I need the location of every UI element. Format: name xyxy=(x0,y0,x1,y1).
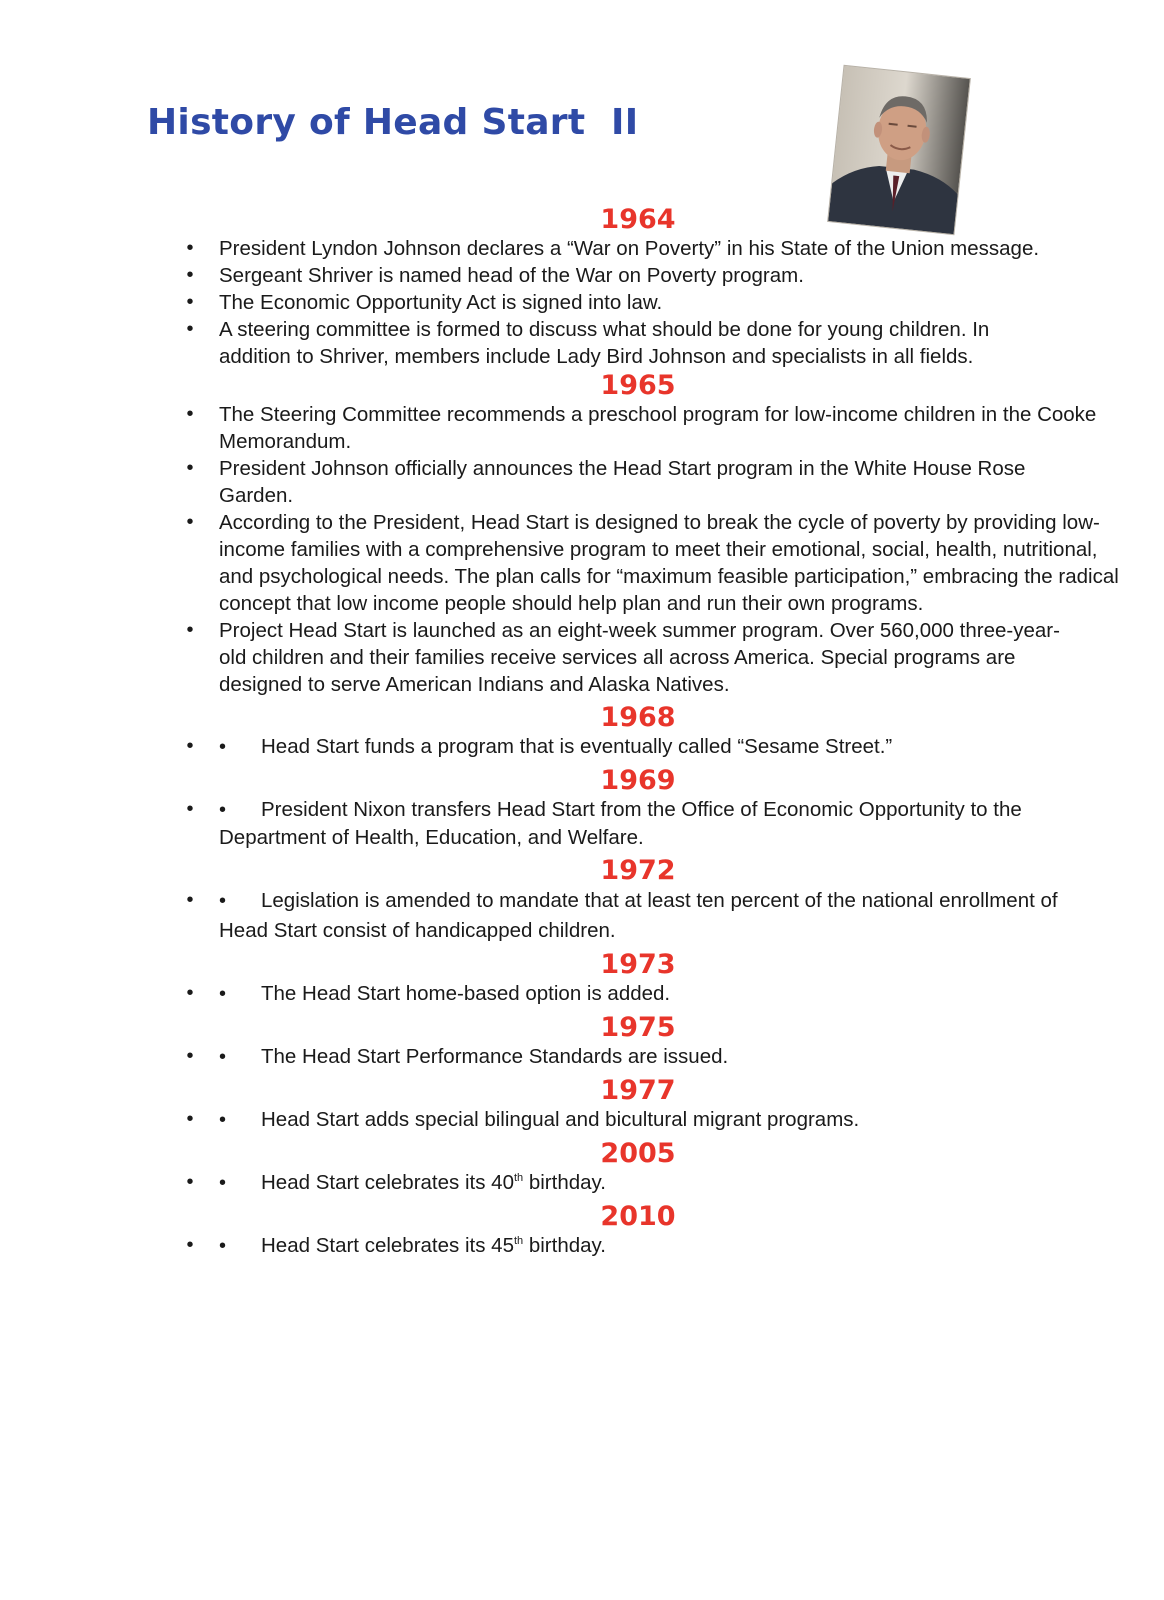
list-item: • The Steering Committee recommends a preschool program for low-income children in the Cooke Memorandum. xyxy=(219,401,1099,455)
year-heading: 2010 xyxy=(600,1201,676,1232)
bullet: • xyxy=(186,889,194,911)
year-heading: 1965 xyxy=(600,370,676,401)
page-title: History of Head Start II xyxy=(147,102,639,143)
list-item: • Project Head Start is launched as an eight-week summer program. Over 560,000 three-year-old children and their families receive services all across America. Special programs are designed to serve American Indians and Alaska Natives. xyxy=(219,617,1069,698)
list-item: • Sergeant Shriver is named head of the War on Poverty program. xyxy=(219,262,1139,289)
year-heading: 1973 xyxy=(600,949,676,980)
year-heading: 2005 xyxy=(600,1138,676,1169)
bullet: • xyxy=(186,1045,194,1067)
list-item: • President Johnson officially announces the Head Start program in the White House Rose Garden. xyxy=(219,455,1099,509)
list-item: • • Head Start celebrates its 45th birthday. xyxy=(219,1232,1139,1260)
list-item: • According to the President, Head Start is designed to break the cycle of poverty by providing low-income families with a comprehensive program to meet their emotional, social, health, nutritional, and psychological needs. The plan calls for “maximum feasible participation,” embracing the radical concept that low income people should help plan and run their own programs. xyxy=(219,509,1119,617)
bullet: • xyxy=(186,1234,194,1256)
year-heading: 1972 xyxy=(600,855,676,886)
bullet: • xyxy=(186,403,194,425)
list-item: • President Lyndon Johnson declares a “War on Poverty” in his State of the Union message. xyxy=(219,235,1139,262)
list-item: • • Head Start adds special bilingual and bicultural migrant programs. xyxy=(219,1106,1139,1134)
year-heading: 1964 xyxy=(600,204,676,235)
list-item: • • Head Start celebrates its 40th birthday. xyxy=(219,1169,1139,1197)
list-item: • A steering committee is formed to discuss what should be done for young children. In addition to Shriver, members include Lady Bird Johnson and specialists in all fields. xyxy=(219,316,1039,370)
bullet: • xyxy=(186,735,194,757)
bullet: • xyxy=(186,237,194,259)
year-heading: 1975 xyxy=(600,1012,676,1043)
bullet: • xyxy=(186,318,194,340)
bullet: • xyxy=(186,798,194,820)
year-heading: 1969 xyxy=(600,765,676,796)
bullet: • xyxy=(186,1171,194,1193)
list-item: • • The Head Start Performance Standards are issued. xyxy=(219,1043,1139,1071)
timeline xyxy=(0,204,1164,1260)
bullet: • xyxy=(186,619,194,641)
list-item: • • Legislation is amended to mandate that at least ten percent of the national enrollment of Head Start consist of handicapped children. xyxy=(219,886,1104,945)
bullet: • xyxy=(186,291,194,313)
list-item: • The Economic Opportunity Act is signed into law. xyxy=(219,289,1139,316)
bullet: • xyxy=(186,457,194,479)
bullet: • xyxy=(186,511,194,533)
list-item: • • President Nixon transfers Head Start from the Office of Economic Opportunity to the Department of Health, Education, and Welfare. xyxy=(219,796,1089,851)
year-heading: 1977 xyxy=(600,1075,676,1106)
bullet: • xyxy=(186,1108,194,1130)
year-heading: 1968 xyxy=(600,702,676,733)
list-item: • • The Head Start home-based option is added. xyxy=(219,980,1139,1008)
bullet: • xyxy=(186,982,194,1004)
bullet: • xyxy=(186,264,194,286)
list-item: • • Head Start funds a program that is eventually called “Sesame Street.” xyxy=(219,733,1139,761)
